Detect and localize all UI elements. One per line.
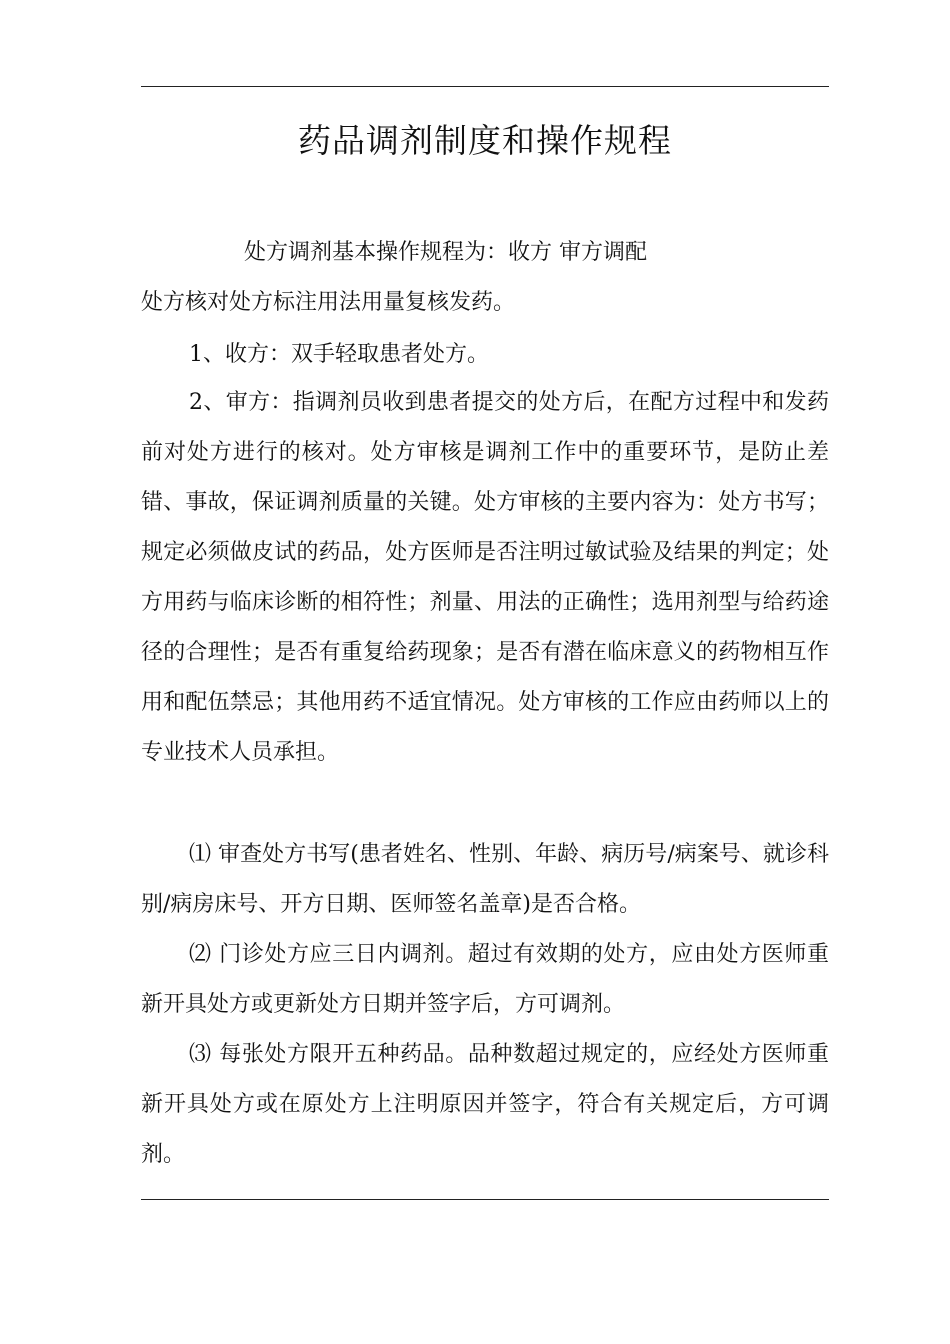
paragraph-item-3: ⑶ 每张处方限开五种药品。品种数超过规定的，应经处方医师重新开具处方或在原处方上注明原因并签字，符合有关规定后，方可调剂。	[141, 1042, 829, 1167]
paragraph-item-2: ⑵ 门诊处方应三日内调剂。超过有效期的处方，应由处方医师重新开具处方或更新处方日期并签字后，方可调剂。	[141, 942, 829, 1017]
intro-line-2: 处方核对处方标注用法用量复核发药。	[141, 290, 516, 315]
paragraph-item-1: ⑴ 审查处方书写(患者姓名、性别、年龄、病历号/病案号、就诊科别/病房床号、开方日期、医师签名盖章)是否合格。	[141, 842, 829, 917]
paragraph-review: 2、审方：指调剂员收到患者提交的处方后，在配方过程中和发药前对处方进行的核对。处方审核是调剂工作中的重要环节，是防止差错、事故，保证调剂质量的关键。处方审核的主要内容为：处方书写；规定必须做皮试的药品，处方医师是否注明过敏试验及结果的判定；处方用药与临床诊断的相符性；剂量、用法的正确性；选用剂型与给药途径的合理性；是否有重复给药现象；是否有潜在临床意义的药物相互作用和配伍禁忌；其他用药不适宜情况。处方审核的工作应由药师以上的专业技术人员承担。	[141, 390, 829, 765]
intro-line-1: 处方调剂基本操作规程为：收方 审方调配	[244, 240, 647, 265]
paragraph-receive: 1、收方：双手轻取患者处方。	[189, 342, 489, 367]
document-title: 药品调剂制度和操作规程	[298, 121, 672, 160]
header-rule	[141, 86, 829, 87]
footer-rule	[141, 1199, 829, 1200]
